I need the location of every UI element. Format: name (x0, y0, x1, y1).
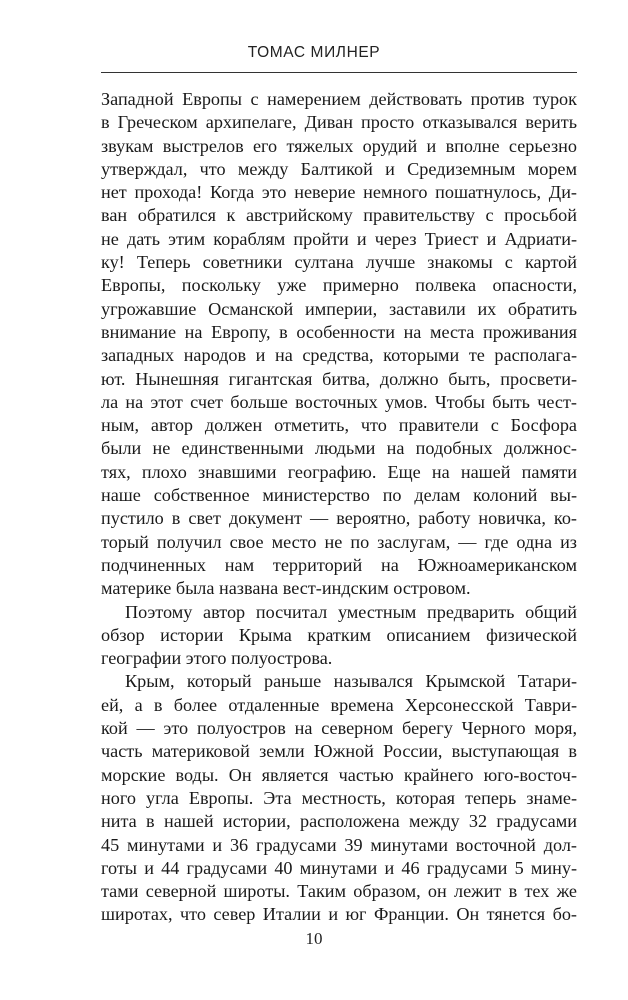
text-line: ла на этот счет больше восточных умов. Чтобы быть чест- (101, 391, 577, 412)
header-rule (101, 72, 577, 73)
paragraph-3 (101, 670, 577, 926)
text-line: обзор истории Крыма кратким описанием физической (101, 624, 577, 645)
text-line: нита в нашей истории, расположена между 32 градусами (101, 811, 577, 832)
text-line: в Греческом архипелаге, Диван просто отказывался верить (101, 112, 577, 133)
text-line: западных народов и на средства, которыми те располага- (101, 345, 577, 366)
page-number: 10 (305, 929, 323, 948)
text-line: ют. Нынешняя гигантская битва, должно быть, просвети- (101, 368, 577, 389)
text-line: наше собственное министерство по делам колоний вы- (101, 485, 577, 506)
text-line: ван обратился к австрийскому правительству с просьбой (101, 205, 577, 226)
text-line: Поэтому автор посчитал уместным предварить общий (125, 601, 577, 622)
running-head: ТОМАС МИЛНЕР (247, 44, 381, 61)
text-line: угрожавшие Османской империи, заставили их обратить (101, 298, 577, 319)
text-line: 45 минутами и 36 градусами 39 минутами восточной дол- (101, 834, 577, 855)
text-line: торый получил свое место не по заслугам, — где одна из (101, 531, 577, 552)
text-line: Западной Европы с намерением действовать против турок (101, 89, 577, 109)
text-line: широтах, что север Италии и юг Франции. Он тянется бо- (101, 904, 577, 925)
text-line: часть материковой земли Южной России, выступающая в (101, 741, 577, 762)
text-line: ей, а в более отдаленные времена Херсонесской Таври- (101, 694, 577, 715)
text-line: внимание на Европу, в особенности на места проживания (101, 321, 577, 342)
text-line: географии этого полуострова. (101, 648, 333, 669)
text-line: морские воды. Он является частью крайнего юго-восточ- (101, 764, 577, 785)
text-line: ку! Теперь советники султана лучше знакомы с картой (101, 252, 577, 273)
body-text (101, 88, 577, 927)
text-line: ным, автор должен отметить, что правители с Босфора (101, 415, 577, 436)
text-line: пустило в свет документ — вероятно, работу новичка, ко- (101, 508, 577, 529)
text-line: кой — это полуостров на северном берегу Черного моря, (101, 718, 577, 739)
paragraph-1 (101, 88, 577, 601)
text-line: утверждал, что между Балтикой и Средиземным морем (101, 158, 577, 179)
text-line: не дать этим кораблям пройти и через Триест и Адриати- (101, 228, 577, 249)
paragraph-2 (101, 601, 577, 671)
text-line: были не единственными людьми на подобных должнос- (101, 438, 577, 459)
text-line: тами северной широты. Таким образом, он лежит в тех же (101, 881, 577, 902)
text-line: Европы, поскольку уже примерно полвека опасности, (101, 275, 577, 296)
text-line: материке была названа вест-индским островом. (101, 578, 471, 599)
text-line: тях, плохо знавшими географию. Еще на нашей памяти (101, 461, 577, 482)
text-line: готы и 44 градусами 40 минутами и 46 градусами 5 мину- (101, 857, 577, 878)
text-line: подчиненных нам территорий на Южноамериканском (101, 554, 577, 575)
text-line: ного угла Европы. Эта местность, которая теперь знаме- (101, 787, 577, 808)
text-line: Крым, который раньше назывался Крымской Татари- (125, 671, 577, 692)
text-line: нет прохода! Когда это неверие немного пошатнулось, Ди- (101, 182, 577, 203)
text-line: звукам выстрелов его тяжелых орудий и вполне серьезно (101, 135, 577, 156)
